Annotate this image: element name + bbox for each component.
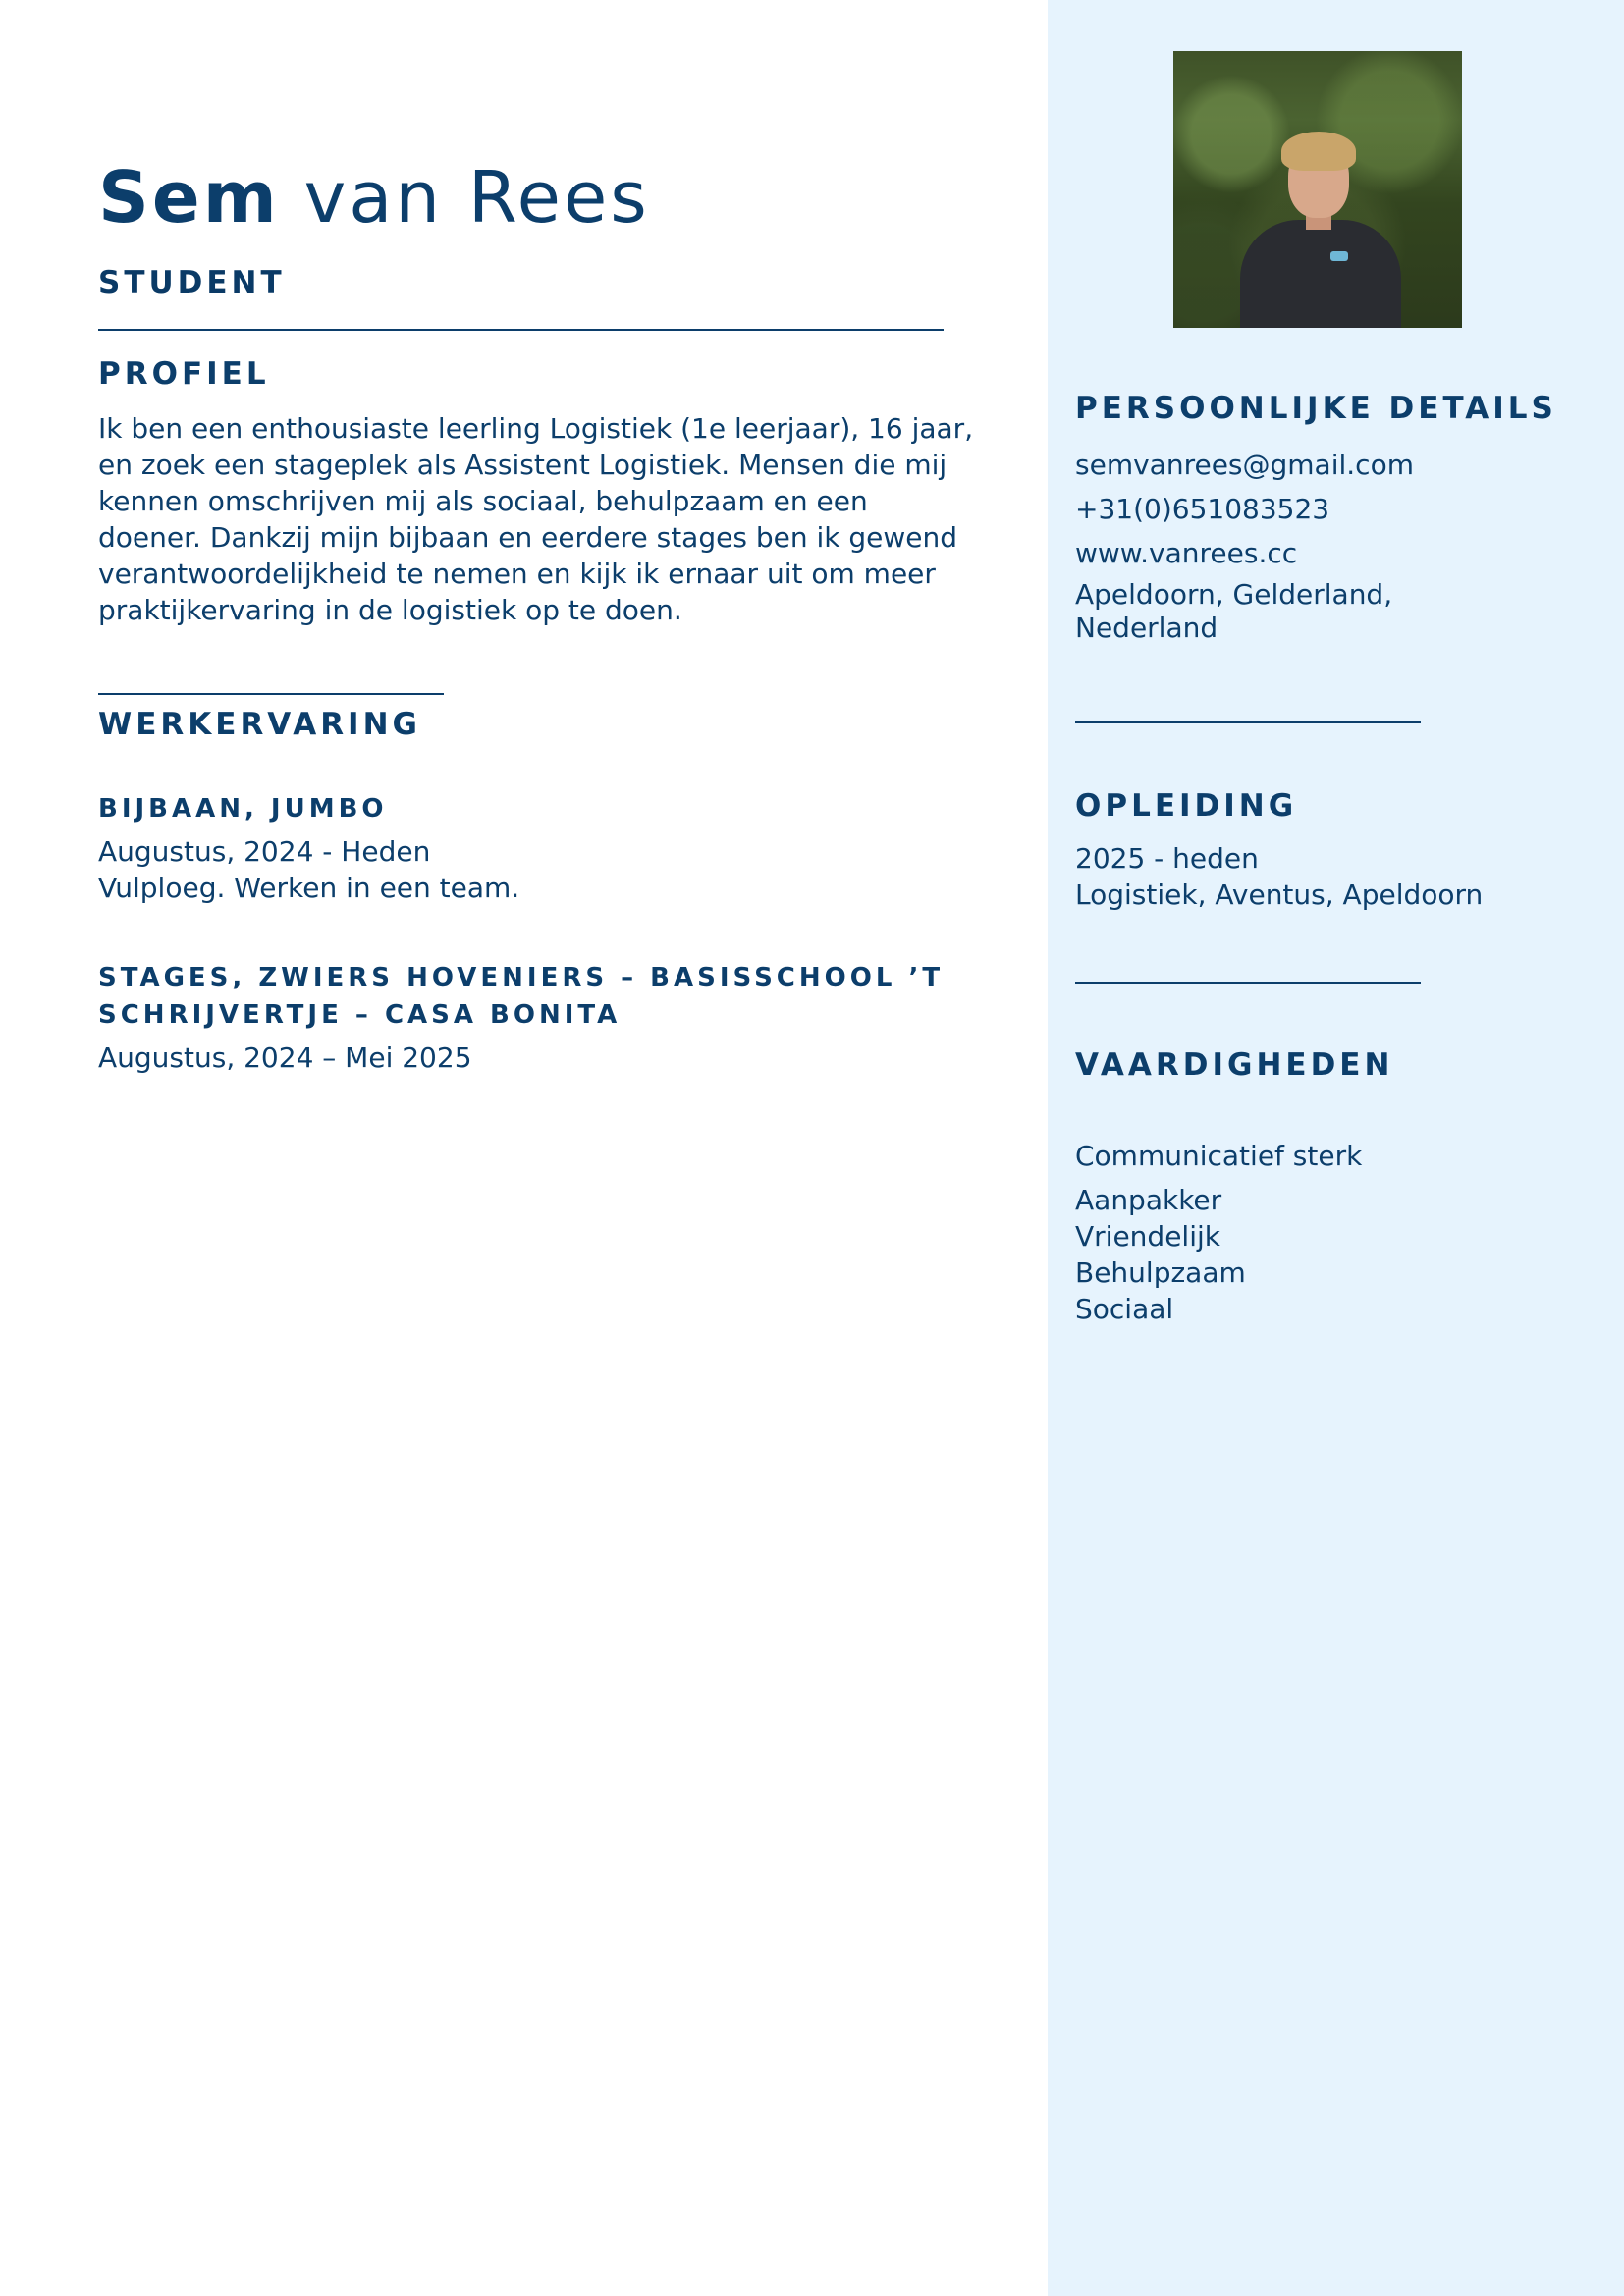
- experience-item: [98, 959, 982, 1076]
- skill-item: Sociaal: [1075, 1293, 1174, 1325]
- skills-heading: VAARDIGHEDEN: [1075, 1047, 1394, 1083]
- job-title: STUDENT: [98, 265, 286, 300]
- candidate-name: [98, 150, 650, 244]
- profile-line: praktijkervaring in de logistiek op te doen.: [98, 594, 682, 626]
- first-name: Sem: [98, 156, 280, 239]
- details-website[interactable]: www.vanrees.cc: [1075, 537, 1298, 569]
- experience-detail-line: Vulploeg. Werken in een team.: [98, 872, 520, 904]
- experience-item-details: [98, 833, 982, 906]
- header-divider: [98, 329, 944, 331]
- experience-heading: WERKERVARING: [98, 707, 421, 742]
- education-divider: [1075, 982, 1421, 984]
- address-line: Nederland: [1075, 612, 1218, 644]
- skill-item: Vriendelijk: [1075, 1220, 1220, 1253]
- profile-photo: [1173, 51, 1462, 328]
- education-line: Logistiek, Aventus, Apeldoorn: [1075, 879, 1484, 911]
- experience-item-title: [98, 959, 982, 1034]
- experience-divider: [98, 693, 444, 695]
- profile-line: doener. Dankzij mijn bijbaan en eerdere stages ben ik gewend: [98, 521, 957, 554]
- profile-heading: PROFIEL: [98, 356, 270, 392]
- skills-list: [1075, 1182, 1586, 1327]
- address-line: Apeldoorn, Gelderland,: [1075, 578, 1393, 611]
- details-phone[interactable]: +31(0)651083523: [1075, 493, 1330, 525]
- skill-item: Aanpakker: [1075, 1184, 1222, 1216]
- experience-title-line: STAGES, ZWIERS HOVENIERS – BASISSCHOOL ’T: [98, 963, 945, 992]
- details-email[interactable]: semvanrees@gmail.com: [1075, 449, 1414, 481]
- experience-item-details: [98, 1040, 982, 1076]
- experience-detail-line: Augustus, 2024 – Mei 2025: [98, 1041, 472, 1074]
- experience-title-line: SCHRIJVERTJE – CASA BONITA: [98, 1000, 622, 1030]
- profile-line: Ik ben een enthousiaste leerling Logistiek (1e leerjaar), 16 jaar,: [98, 412, 974, 445]
- experience-item-title: [98, 790, 982, 828]
- education-heading: OPLEIDING: [1075, 788, 1298, 824]
- profile-line: en zoek een stageplek als Assistent Logistiek. Mensen die mij: [98, 449, 947, 481]
- experience-detail-line: Augustus, 2024 - Heden: [98, 835, 431, 868]
- skill-item: Behulpzaam: [1075, 1256, 1246, 1289]
- details-heading: PERSOONLIJKE DETAILS: [1075, 391, 1557, 426]
- details-divider: [1075, 721, 1421, 723]
- last-name: van Rees: [303, 156, 650, 239]
- experience-title-line: BIJBAAN, JUMBO: [98, 794, 388, 824]
- profile-text: [98, 410, 982, 628]
- skill-item: Communicatief sterk: [1075, 1140, 1363, 1172]
- experience-item: [98, 790, 982, 906]
- details-address: [1075, 578, 1586, 645]
- profile-line: verantwoordelijkheid te nemen en kijk ik ernaar uit om meer: [98, 558, 936, 590]
- education-line: 2025 - heden: [1075, 842, 1259, 875]
- education-details: [1075, 840, 1586, 913]
- profile-line: kennen omschrijven mij als sociaal, behulpzaam en een: [98, 485, 868, 517]
